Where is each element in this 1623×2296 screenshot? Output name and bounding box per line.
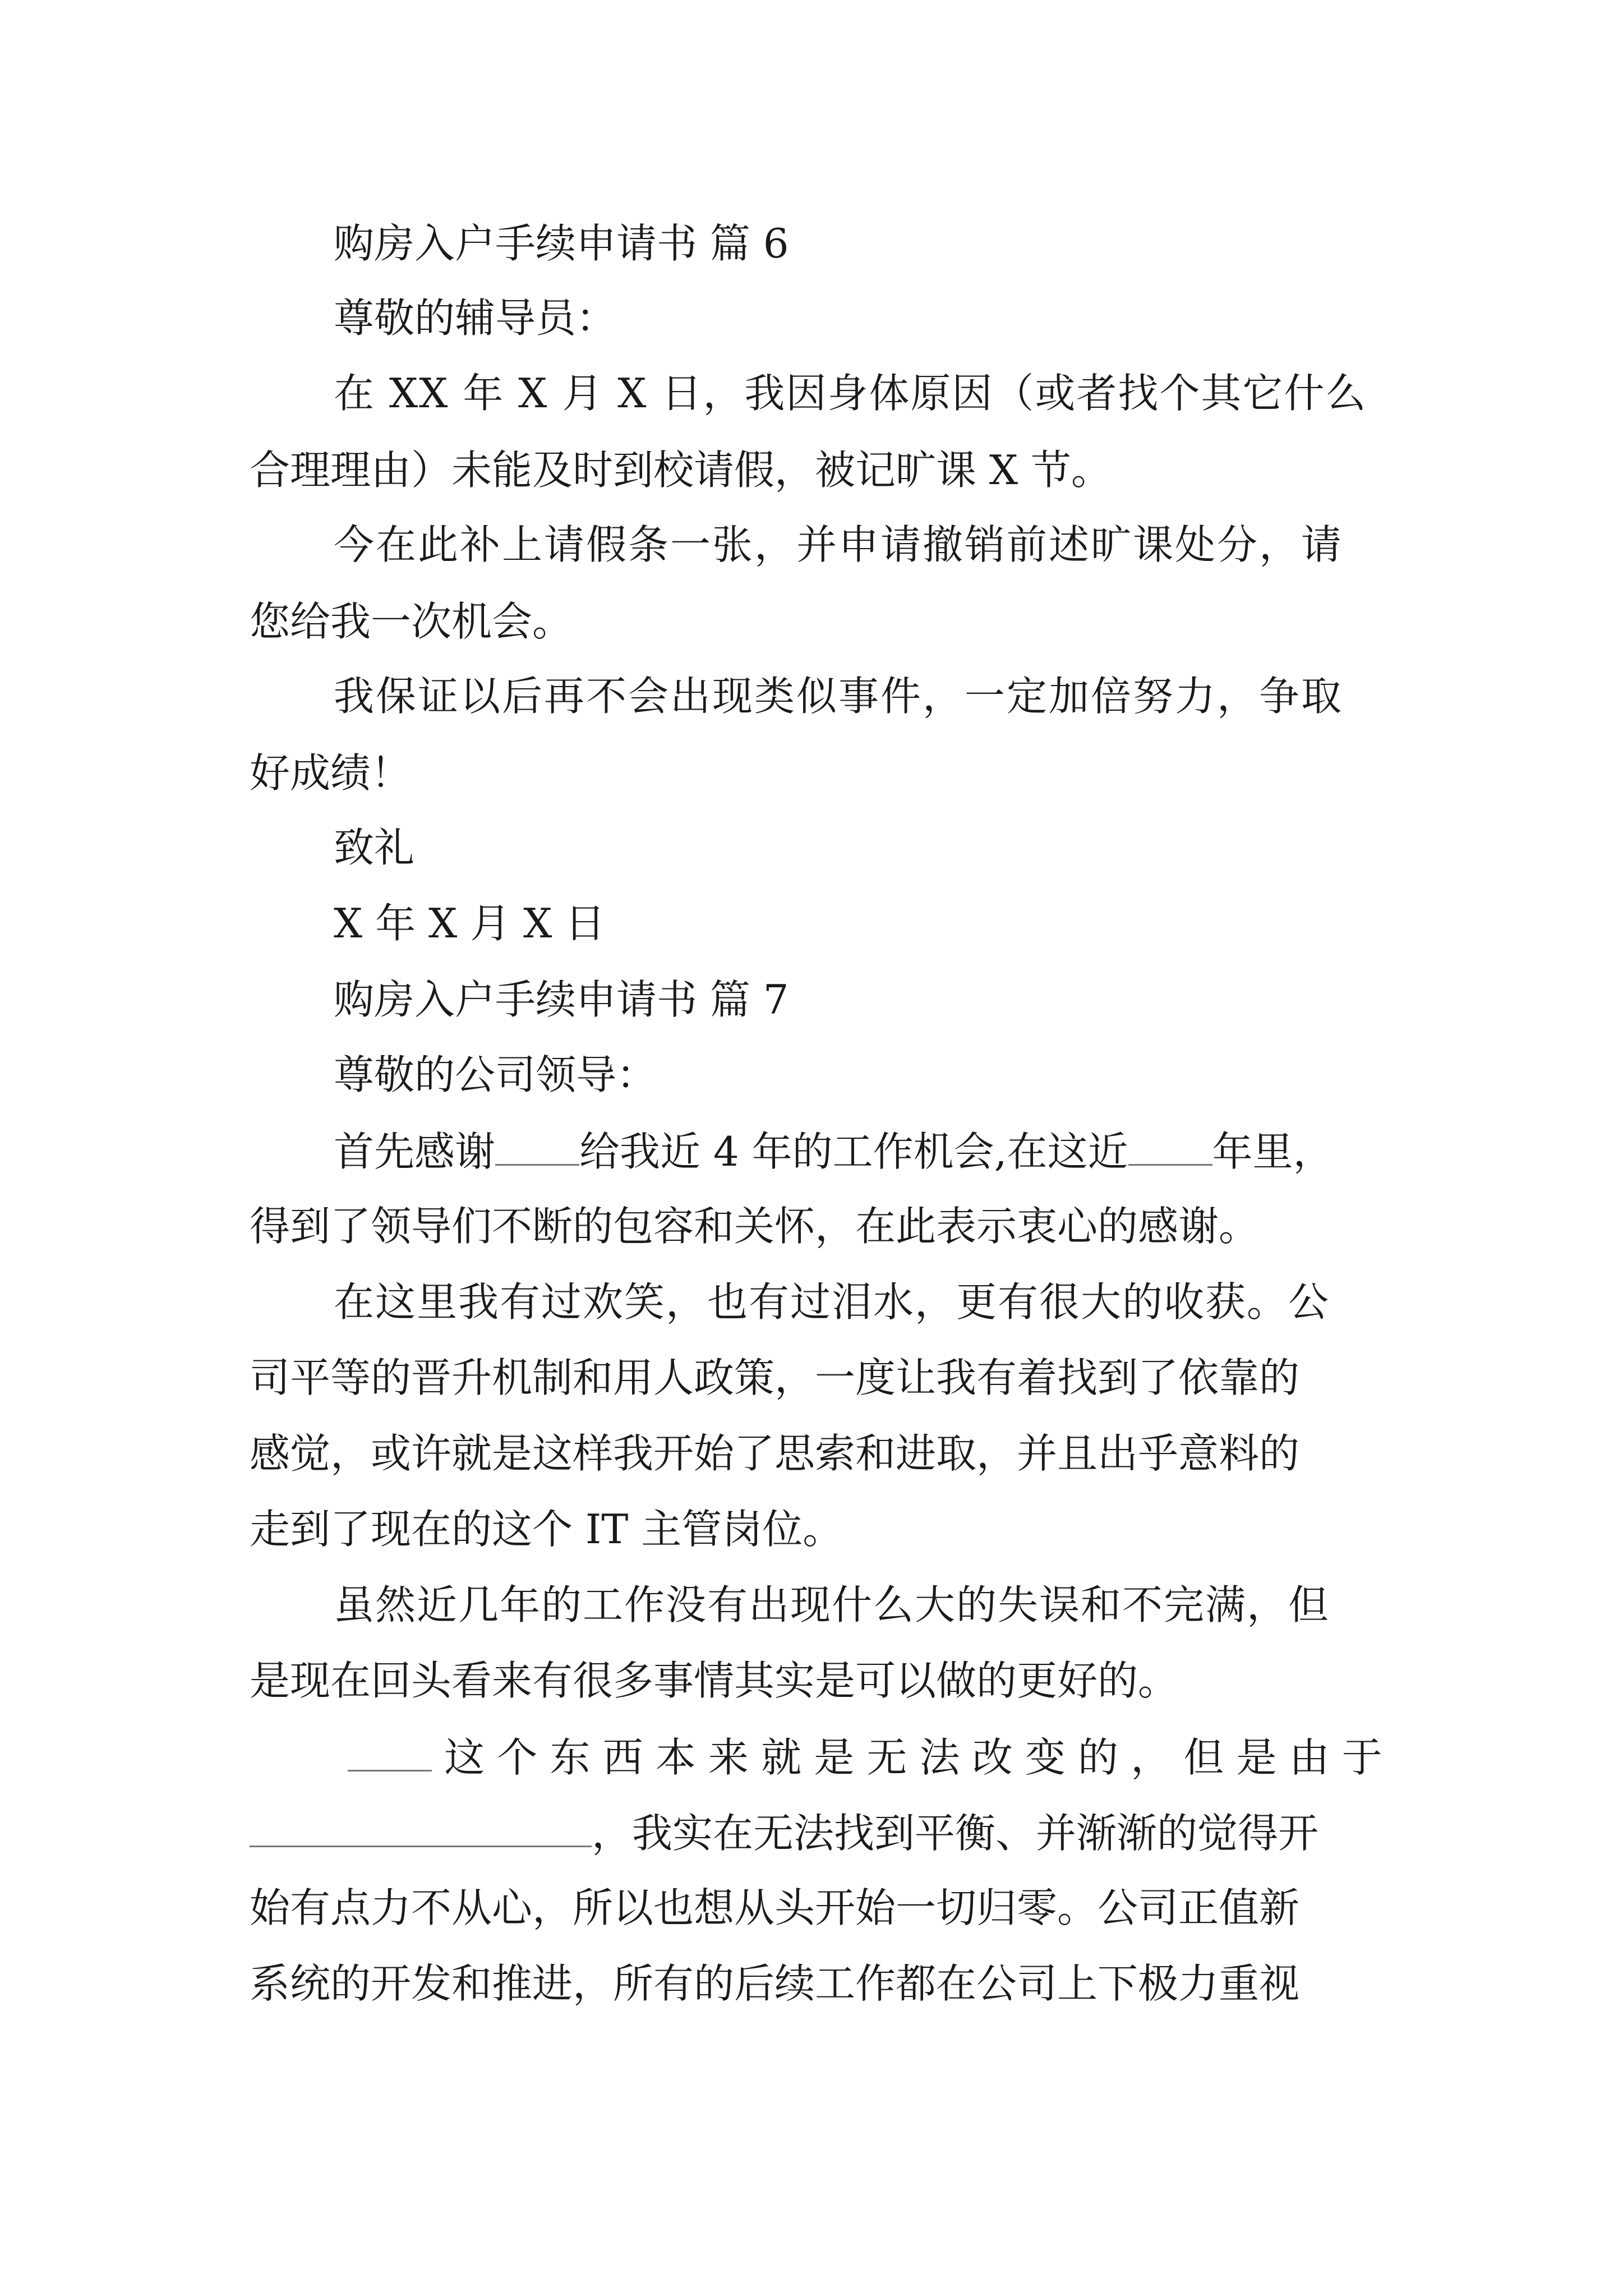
paragraph-line	[250, 1810, 1319, 1857]
spaced-char: 是	[814, 1734, 855, 1781]
salutation: 尊敬的辅导员：	[334, 295, 617, 342]
spaced-char: 的	[1078, 1734, 1119, 1781]
section-heading-6: 购房入户手续申请书 篇 6	[334, 220, 789, 267]
spaced-char: 无	[866, 1734, 907, 1781]
paragraph-line: 是现在回头看来有很多事情其实是可以做的更好的。	[250, 1657, 1179, 1704]
spaced-char: 西	[602, 1734, 643, 1781]
section-heading-7: 购房入户手续申请书 篇 7	[334, 976, 789, 1023]
fill-blank	[348, 1736, 432, 1772]
fill-blank	[1128, 1130, 1212, 1166]
date-line: X 年 X 月 X 日	[334, 900, 606, 947]
paragraph-line: 您给我一次机会。	[250, 598, 573, 645]
spaced-char: 这	[444, 1734, 485, 1781]
spaced-char: 来	[708, 1734, 749, 1781]
inline-text: 年里，	[1212, 1128, 1334, 1175]
paragraph-line: 好成绩！	[250, 749, 412, 797]
paragraph-line: 今在此补上请假条一张，并申请撤销前述旷课处分，请	[334, 521, 1344, 568]
paragraph-line: 得到了领导们不断的包容和关怀，在此表示衷心的感谢。	[250, 1203, 1260, 1250]
spaced-char: 就	[761, 1734, 802, 1781]
spaced-char: 改	[972, 1734, 1013, 1781]
paragraph-line: 合理理由）未能及时到校请假，被记旷课 X 节。	[250, 447, 1112, 494]
spaced-char: ，	[1131, 1734, 1172, 1781]
inline-text: 首先感谢	[334, 1128, 496, 1175]
paragraph-line: 司平等的晋升机制和用人政策，一度让我有着找到了依靠的	[250, 1354, 1300, 1401]
paragraph-line: 感觉，或许就是这样我开始了思索和进取，并且出乎意料的	[250, 1430, 1300, 1477]
paragraph-line: 我保证以后再不会出现类似事件，一定加倍努力，争取	[334, 673, 1344, 720]
spaced-char: 变	[1025, 1734, 1066, 1781]
fill-blank	[495, 1130, 579, 1166]
spaced-char: 由	[1289, 1734, 1330, 1781]
paragraph-line: 始有点力不从心，所以也想从头开始一切归零。公司正值新	[250, 1884, 1300, 1931]
paragraph-line	[334, 1128, 1334, 1175]
spaced-char: 法	[919, 1734, 960, 1781]
spaced-paragraph-line	[348, 1734, 1382, 1781]
spaced-char: 东	[550, 1734, 591, 1781]
closing: 致礼	[334, 824, 415, 871]
spaced-char: 于	[1341, 1734, 1382, 1781]
inline-text: ，我实在无法找到平衡、并渐渐的觉得开	[592, 1810, 1319, 1857]
inline-text: 给我近 4 年的工作机会,在这近	[579, 1128, 1128, 1175]
paragraph-line: 系统的开发和推进，所有的后续工作都在公司上下极力重视	[250, 1960, 1300, 2007]
paragraph-line: 在这里我有过欢笑，也有过泪水，更有很大的收获。公	[334, 1278, 1330, 1326]
spaced-char: 但	[1183, 1734, 1224, 1781]
fill-blank	[250, 1812, 592, 1847]
spaced-char: 个	[497, 1734, 538, 1781]
spaced-char: 本	[655, 1734, 696, 1781]
paragraph-line: 在 XX 年 X 月 X 日，我因身体原因（或者找个其它什么	[334, 370, 1367, 417]
spaced-char: 是	[1236, 1734, 1277, 1781]
salutation: 尊敬的公司领导：	[334, 1051, 657, 1098]
paragraph-line: 虽然近几年的工作没有出现什么大的失误和不完满，但	[334, 1581, 1330, 1628]
paragraph-line: 走到了现在的这个 IT 主管岗位。	[250, 1506, 843, 1553]
